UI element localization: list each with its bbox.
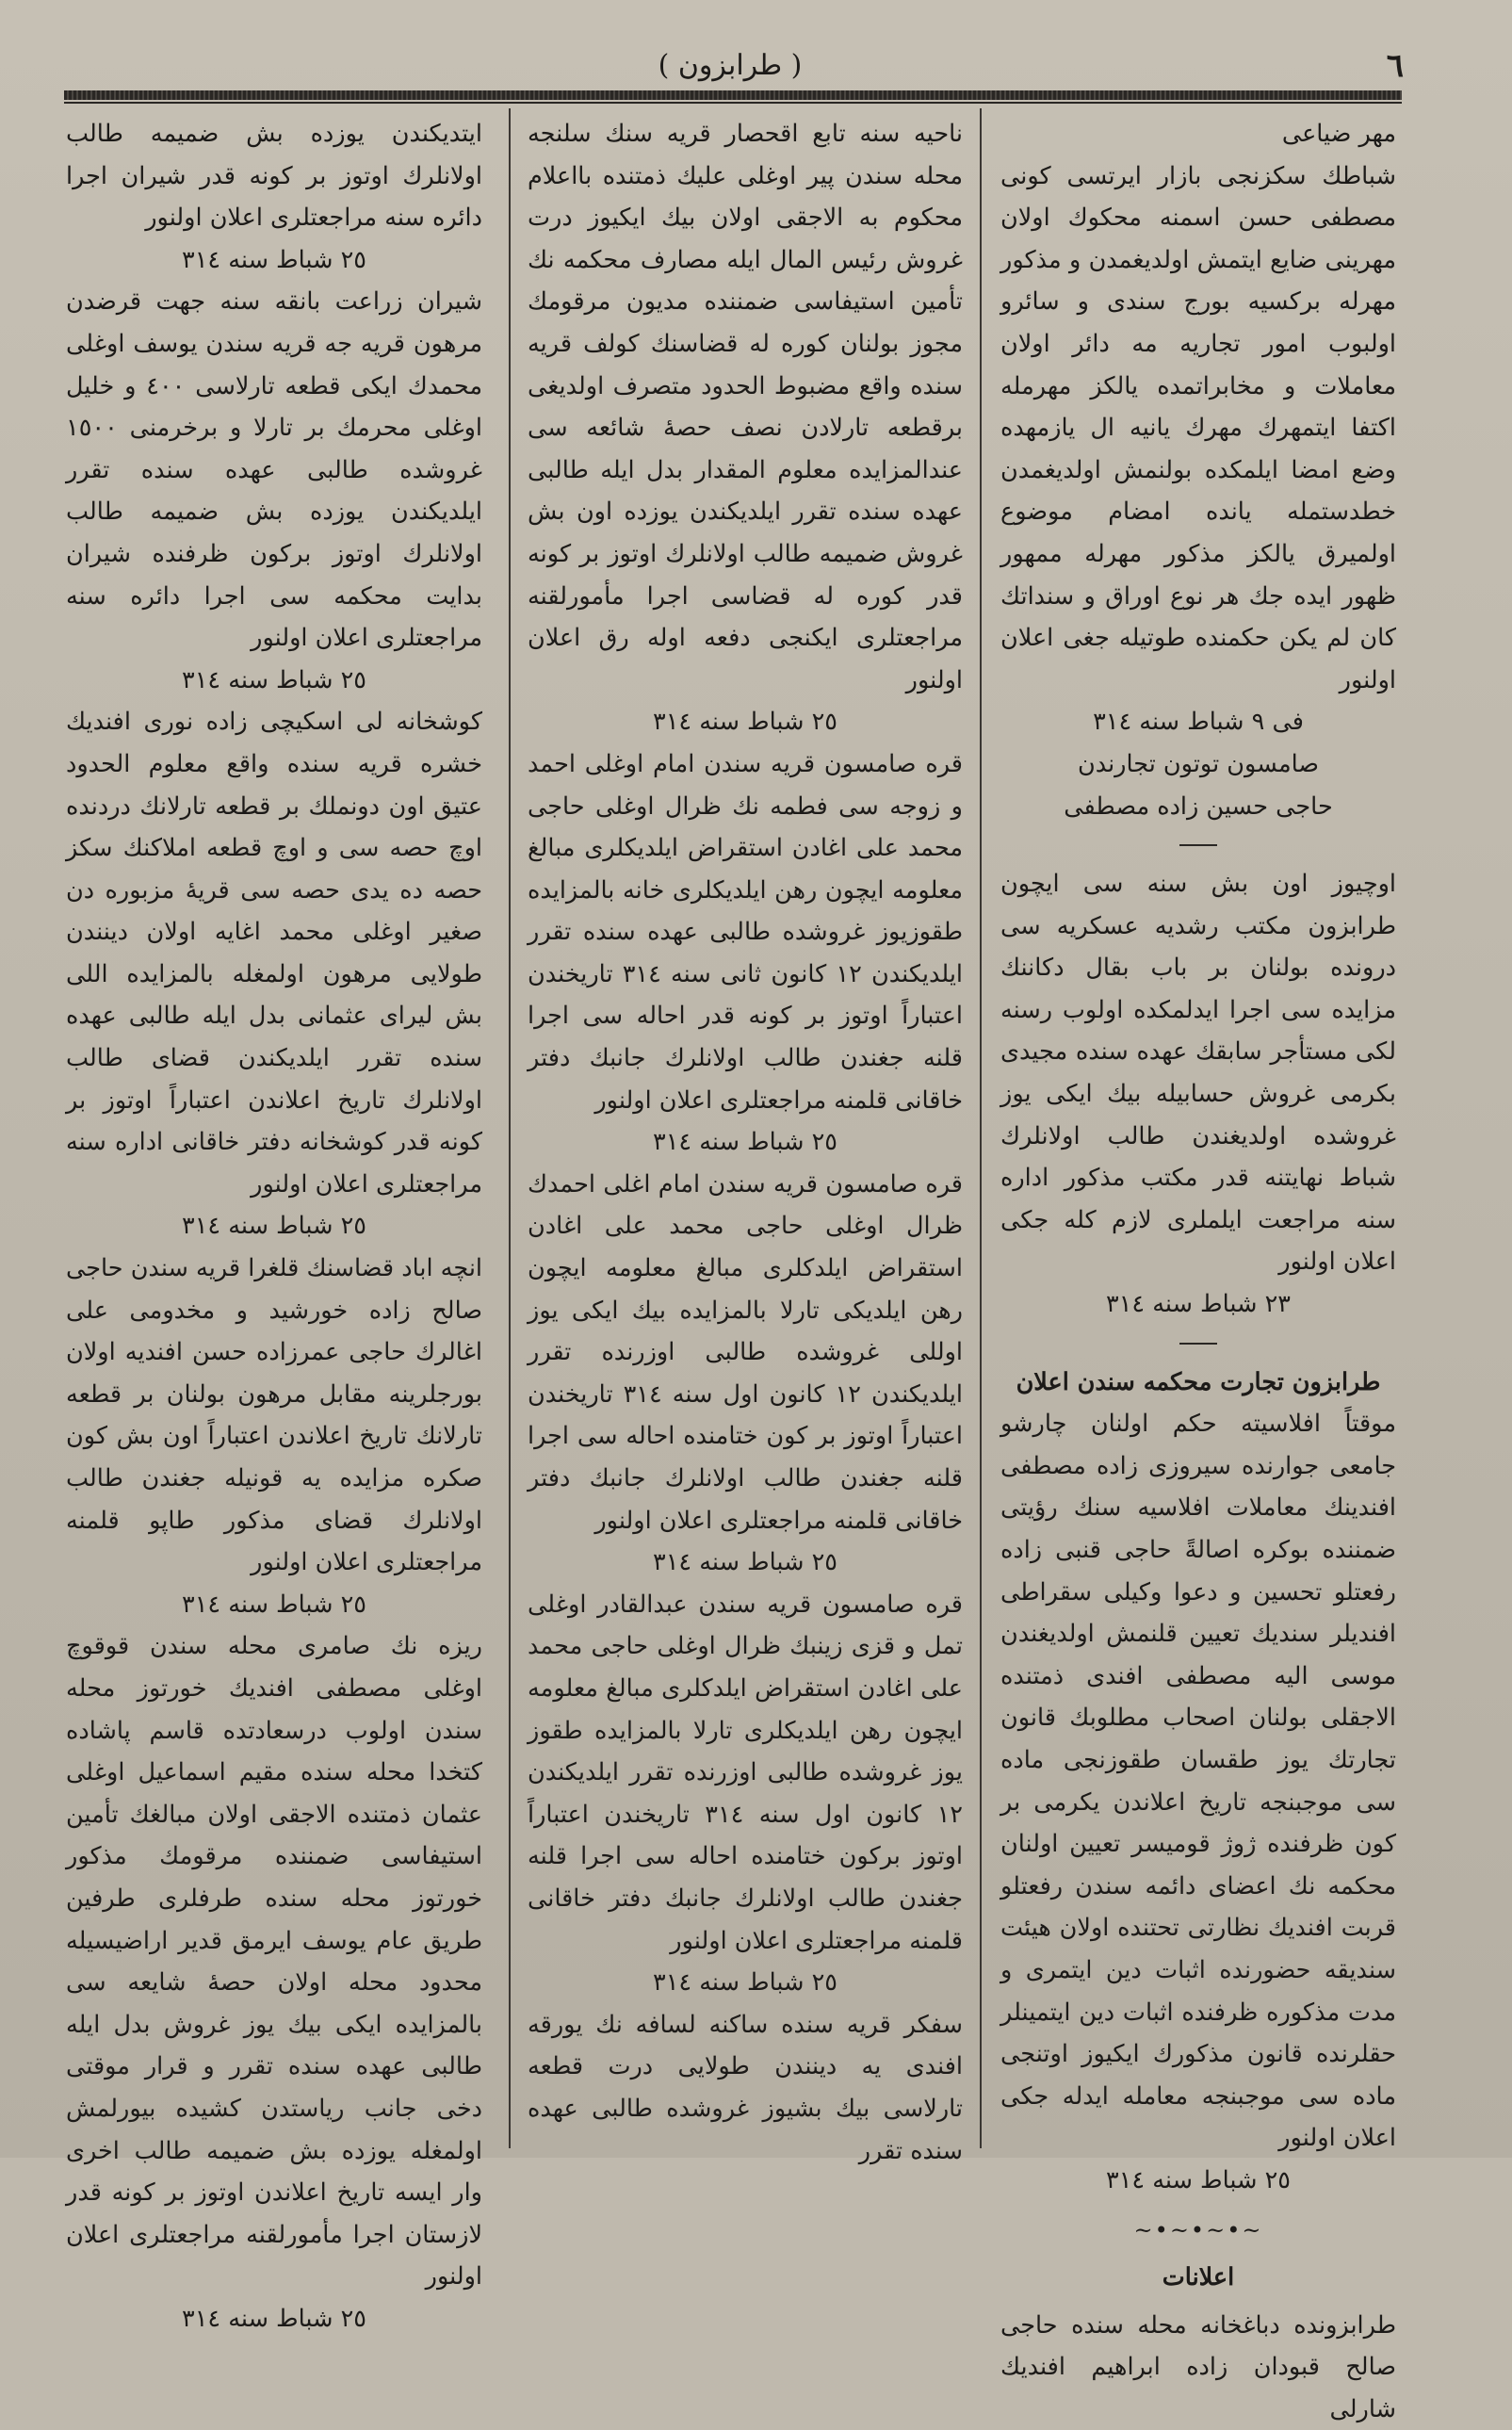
notice-rize: [66, 1625, 482, 2340]
notice-body: شباطك سكزنجى بازار ايرتسى كونى مصطفى حسن اسمنه محكوك اولان مهرينى ضايع ايتمش اولديغمدن و مذكور مهرله بركسيه بورج سندى و سائرو اولبوب امور تجاريه مه دائر اولان معاملات و مخابراتمده يالكز مهرمله اكتفا ايتمهرك مهرك يانيه ال يازمهده وضع امضا ايلمكده بولنمش اولديغمدن خطدستمله يانده امضام موضوع اولميرق يالكز مذكور مهرله ممهور ظهور ايده جك هر نوع اوراق و سنداتك كان لم يكن حكمنده طوتيله جغى اعلان اولنور: [1000, 161, 1396, 694]
notice-body: قره صامسون قريه سندن امام اغلى احمدك ظرال اوغلى حاجى محمد على اغادن استقراض ايلدكلرى مبالغ معلومه ايچون رهن ايلديكى تارلا بالمزايده بيك ايكى يوز اوللى غروشده طالبى اوزرنده تقرر ايلديكندن ١٢ كانون اول سنه ٣١٤ تاريخندن اعتباراً اوتوز بر كون ختامنده احاله سى اجرا قلنه جغندن طالب اولانلرك جانبك دفتر خاقانى قلمنه مراجعتلرى اعلان اولنور: [528, 1169, 963, 1535]
notice-date: ٢٥ شباط سنه ٣١٤: [653, 1968, 837, 1998]
notice-sefkar-fields: [528, 2004, 963, 2172]
notice-body: انچه اباد قضاسنك قلغرا قريه سندن حاجى صالح زاده خورشيد و مخدومى على اغالرك حاجى عمرزاده حسن افنديه اولان بورجلرينه مقابل مرهون بولنان بر قطعه تارلانك تاريخ اعلاندن اعتباراً اون بش كون صكره مزايده يه قونيله جغندن طالب اولانلرك قضاى مذكور طاپو قلمنه مراجعتلرى اعلان اولنور: [66, 1254, 482, 1577]
notice-ichabad: [66, 1248, 482, 1625]
notice-shiran-bank: [66, 281, 482, 701]
newspaper-title: ( طرابزون ): [658, 49, 803, 82]
notice-tannery: [1000, 2305, 1396, 2430]
notice-body: طرابزونده دباغخانه محله سنده حاجى صالح قبودان زاده ابراهيم افنديك شارلى: [1000, 2310, 1396, 2423]
notice-date: ٢٥ شباط سنه ٣١٤: [653, 708, 837, 737]
page-header: [57, 38, 1404, 94]
notice-samsun-field: [528, 1164, 963, 1584]
column-divider-right: [980, 108, 982, 2148]
notice-signer-title: صامسون توتون تجارندن: [1077, 749, 1320, 778]
announcements-title: اعلانات: [1162, 2263, 1235, 2292]
notice-body: ريزه نك صامرى محله سندن قوقوچ اوغلى مصطفى افنديك خورتوز محله سندن اولوب درسعادتده قاسم پاشاده كتخدا محله سنده مقيم اسماعيل اوغلى عثمان ذمتنده الاجقى اولان مبالغك تأمين استيفاسى ضمننده مرقومك مذكور خورتوز محله سنده طرفلرى طرفين طريق عام يوسف ايرمق قدير اراضيسيله محدود محله اولان حصهٔ شايعه سى بالمزايده ايكى بيك يوز غروش بدل ايله طالبى عهده سنده تقرر و قرار موقتى دخى جانب رياستدن كشيده بيورلمش اولمغله يوزده بش ضميمه طالب اخرى وار ايسه تاريخ اعلاندن اوتوز بر كونه قدر لازستان اجرا مأمورلقنه مراجعتلرى اعلان اولنور: [66, 1632, 482, 2291]
notice-date: ٢٥ شباط سنه ٣١٤: [182, 665, 366, 694]
notice-heading: مهر ضياعى: [1281, 120, 1396, 148]
notice-separator: [1179, 844, 1217, 846]
notice-lost-seal: [1000, 113, 1396, 827]
notice-date: ٢٥ شباط سنه ٣١٤: [182, 2304, 366, 2333]
notice-commerce-court: [1000, 1362, 1396, 2202]
column-right: [1000, 113, 1396, 2423]
column-left: [66, 113, 482, 2333]
notice-body: ناحيه سنه تابع اقحصار قريه سنك سلنجه محله سندن پير اوغلى عليك ذمتنده بااعلام محكوم به الاجقى اولان بيك ايكيوز درت غروش رئيس المال ايله مصارف محكمه نك تأمين استيفاسى ضمننده مديون مرقومك مجوز بولنان كوره له قضاسنك كولف قريه سنده واقع مضبوط الحدود متصرف اولديغى برقطعه تارلادن نصف حصهٔ شائعه سى عندالمزايده معلوم المقدار بدل ايله طالبى عهده سنده تقرر ايلديكندن يوزده اون بش غروش ضميمه طالب اولانلرك اوتوز بر كونه قدر كوره له قضاسى اجرا مأمورلقنه مراجعتلرى ايكنجى دفعه اوله رق اعلان اولنور: [528, 120, 963, 694]
page-number: ٦: [1386, 47, 1404, 85]
notice-body: كوشخانه لى اسكيچى زاده نورى افنديك خشره قريه سنده واقع معلوم الحدود عتيق اون دونملك بر قطعه تارلانك دردنده اوچ حصه سى و اوچ قطعه املاكنك سكز حصه ده يدى حصه سى قريهٔ مزبوره دن صغير اوغلى محمد اغايه اولان دينندن طولايى مرهون اولمغله بالمزايده اللى بش ليراى عثمانى بدل ايله طالبى عهده سنده تقرر ايلديكندن قضاى طالب اولانلرك تاريخ اعلاندن اعتباراً اوتوز بر كونه قدر كوشخانه دفتر خاقانى اداره سنه مراجعتلرى اعلان اولنور: [66, 708, 482, 1199]
notice-body: قره صامسون قريه سندن امام اوغلى احمد و زوجه سى فطمه نك ظرال اوغلى حاجى محمد على اغادن استقراض ايلديكلرى مبالغ معلومه ايچون رهن ايلديكلرى خانه بالمزايده طقوزيوز غروشده طالبى عهده سنده تقرر ايلديكندن ١٢ كانون ثانى سنه ٣١٤ تاريخندن اعتباراً اوتوز بر كونه قدر احاله سى اجرا قلنه جغندن طالب اولانلرك جانبك دفتر خاقانى قلمنه مراجعتلرى اعلان اولنور: [528, 749, 964, 1115]
notice-shop-auction: [1000, 863, 1396, 1326]
notice-samsun-field-2: [528, 1584, 963, 2004]
notice-date: ٢٥ شباط سنه ٣١٤: [653, 1128, 837, 1157]
ornament-divider: ~•~•~•~: [1133, 2216, 1263, 2243]
notice-shiran-continued: [66, 113, 482, 281]
notice-samsun-house: [528, 743, 963, 1164]
notice-body: ايتديكندن يوزده بش ضميمه طالب اولانلرك اوتوز بر كونه قدر شيران اجرا دائره سنه مراجعتلرى اعلان اولنور: [66, 120, 482, 233]
notice-separator: [1179, 1343, 1217, 1345]
header-rule: [64, 90, 1402, 100]
notice-date: ٢٣ شباط سنه ٣١٤: [1106, 1290, 1291, 1319]
notice-heading: طرابزون تجارت محكمه سندن اعلان: [1016, 1367, 1381, 1396]
notice-signer-name: حاجى حسين زاده مصطفى: [1064, 791, 1333, 821]
header-rule-thin: [64, 102, 1402, 104]
notice-date: فى ٩ شباط سنه ٣١٤: [1093, 708, 1304, 737]
notice-body: موقتاً افلاسيته حكم اولنان چارشو جامعى جوارنده سيروزى زاده مصطفى افندينك معاملات افلاسيه سنك رؤيتى ضمننده بوكره اصالةً حاجى قنبى زاده رفعتلو تحسين و دعوا وكيلى سقراطى افنديلر سنديك تعيين قلنمش اولديغندن موسى اليه مصطفى افندى ذمتنده الاجقلى بولنان اصحاب مطلوبك قانون تجارتك يوز طقسان طقوزنجى ماده سى موجبنجه تاريخ اعلاندن يكرمى بر كون ظرفنده ژوژ قوميسر تعيين اولنان محكمه نك اعضاى دائمه سندن رفعتلو قربت افنديك نظارتى تحتنده اولان هيئت سنديقه حضورنده اثبات دين ايتمرى و مدت مذكوره ظرفنده اثبات دين ايتمينلر حقلرنده قانون مذكورك ايكيوز اوتنجى ماده سى موجبنجه معامله ايدله جكى اعلان اولنور: [1000, 1410, 1396, 2153]
notice-body: سفكر قريه سنده ساكنه لسافه نك يورقه افندى يه دينندن طولايى درت قطعه تارلاسى بيك بشيوز غروشده طالبى عهده سنده تقرر: [528, 2010, 963, 2165]
column-middle: [528, 113, 964, 2165]
notice-date: ٢٥ شباط سنه ٣١٤: [653, 1548, 837, 1577]
notice-date: ٢٥ شباط سنه ٣١٤: [182, 1212, 366, 1241]
notice-date: ٢٥ شباط سنه ٣١٤: [182, 245, 366, 274]
notice-body: قره صامسون قريه سندن عبدالقادر اوغلى تمل و قزى زينبك ظرال اوغلى حاجى محمد على اغادن استقراض ايلدكلرى مبالغ معلومه ايچون رهن ايلديكلرى تارلا بالمزايده طقوز يوز غروشده طالبى اوزرنده تقرر ايلديكندن ١٢ كانون اول سنه ٣١٤ تاريخندن اعتباراً اوتوز بركون ختامنده احاله سى اجرا قلنه جغندن طالب اولانلرك جانبك دفتر خاقانى قلمنه مراجعتلرى اعلان اولنور: [528, 1590, 963, 1955]
column-divider-left: [509, 108, 511, 2148]
notice-akhisar-field: [528, 113, 963, 743]
notice-gumushane: [66, 701, 482, 1248]
notice-body: اوچيوز اون بش سنه سى ايچون طرابزون مكتب رشديه عسكريه سى درونده بولنان بر باب بقال دكاننك مزايده سى اجرا ايدلمكده اولوب رسنه لكى مستأجر سابقك عهده سنده مجيدى بكرمى غروش حسابيله بيك ايكى يوز غروشده اولديغندن طالب اولانلرك شباط نهايتنه قدر مكتب مذكور اداره سنه مراجعت ايلملرى لازم كله جكى اعلان اولنور: [1000, 870, 1396, 1277]
notice-body: شيران زراعت بانقه سنه جهت قرضدن مرهون قريه جه قريه سندن يوسف اوغلى محمدك ايكى قطعه تارلاسى ٤٠٠ و خليل اوغلى محرمك بر تارلا و برخرمنى ١٥٠٠ غروشده طالبى عهده سنده تقرر ايلديكندن يوزده بش ضميمه طالب اولانلرك اوتوز بركون ظرفنده شيران بدايت محكمه سى اجرا دائره سنه مراجعتلرى اعلان اولنور: [66, 287, 482, 653]
notice-date: ٢٥ شباط سنه ٣١٤: [182, 1590, 366, 1619]
notice-date: ٢٥ شباط سنه ٣١٤: [1106, 2165, 1291, 2194]
